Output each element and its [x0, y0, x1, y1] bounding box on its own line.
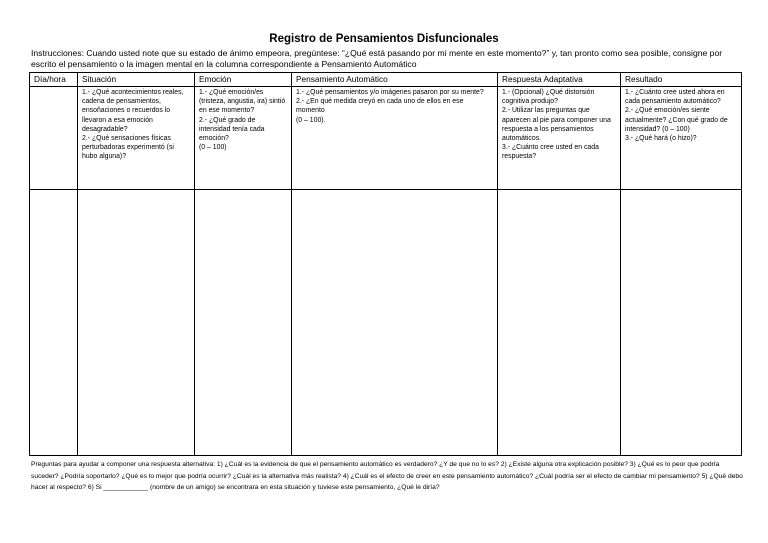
- cell-pensamiento-guide: [292, 87, 498, 190]
- question-line: 1.- (Opcional) ¿Qué distorsión cognitiva produjo?: [502, 89, 595, 106]
- question-line: 2.- ¿Qué sensaciones físicas perturbadoras experimentó (si hubo alguna)?: [82, 135, 174, 161]
- entry-respuesta-adaptativa[interactable]: [498, 190, 621, 456]
- question-line: (0 – 100): [199, 144, 227, 152]
- cell-respuesta-guide: [498, 87, 621, 190]
- question-line: 3.- ¿Qué hará (o hizo)?: [625, 135, 697, 143]
- question-line: 1.- ¿Qué pensamientos y/o imágenes pasaron por su mente?: [296, 89, 484, 96]
- question-line: 2.- ¿Qué grado de intensidad tenía cada emoción?: [199, 116, 265, 143]
- header-situacion: Situación: [78, 73, 195, 87]
- table-header-row: [30, 73, 742, 87]
- header-resultado: Resultado: [621, 73, 742, 87]
- header-dia-hora: Día/hora: [30, 73, 78, 87]
- header-respuesta-adaptativa: Respuesta Adaptativa: [498, 73, 621, 87]
- question-line: 1.- ¿Qué acontecimientos reales, cadena de pensamientos, ensoñaciones o recuerdos lo llevaron a esa emoción desagradable?: [82, 89, 184, 133]
- entry-situacion[interactable]: [78, 190, 195, 456]
- question-line: (0 – 100).: [296, 116, 326, 124]
- footer-guide-questions: Preguntas para ayudar a componer una respuesta alternativa: 1) ¿Cuál es la evidencia de que el pensamiento automático es verdadero? ¿Y de que no lo es? 2) ¿Existe alguna otra explicación posible? 3) ¿Qué es lo peor que podría suceder? ¿Podría soportarlo? ¿Qué es lo mejor que podría ocurrir? ¿Cuál es la alternativa más realista? 4) ¿Cuál es el efecto de creer en este pensamiento automático? ¿Cuál podría ser el efecto de cambiar mi pensamiento? 5) ¿Qué debo hacer al respecto? 6) Si ____________ (nombre de un amigo) se encontrara en esta situación y tuviese este pensamiento, ¿Qué le diría?: [31, 461, 743, 492]
- question-line: 1.- ¿Cuánto cree usted ahora en cada pensamiento automático?: [625, 89, 725, 106]
- entry-emocion[interactable]: [195, 190, 292, 456]
- entry-resultado[interactable]: [621, 190, 742, 456]
- entry-row: [30, 190, 742, 456]
- cell-situacion-guide: [78, 87, 195, 190]
- entry-pensamiento-automatico[interactable]: [292, 190, 498, 456]
- cell-resultado-guide: [621, 87, 742, 190]
- page-title: Registro de Pensamientos Disfuncionales: [269, 33, 499, 45]
- question-line: 3.- ¿Cuánto cree usted en cada respuesta?: [502, 144, 599, 161]
- instructions-text: Instrucciones: Cuando usted note que su estado de ánimo empeora, pregúntese: “¿Qué está pasando por mi mente en este momento?” y, tan pronto como sea posible, consigne por escrito el pensamiento o la imagen mental en la columna correspondiente a Pensamiento Automático: [31, 48, 723, 69]
- guide-questions-row: [30, 87, 742, 190]
- question-line: 1.- ¿Qué emoción/es (tristeza, angustia, ira) sintió en ese momento?: [199, 89, 286, 115]
- header-emocion: Emoción: [195, 73, 292, 87]
- cell-dia-hora-guide: [30, 87, 78, 190]
- cell-emocion-guide: [195, 87, 292, 190]
- header-pensamiento-automatico: Pensamiento Automático: [292, 73, 498, 87]
- question-line: 2.- ¿En qué medida creyó en cada uno de ellos en ese momento: [296, 98, 464, 115]
- question-line: 2.- Utilizar las preguntas que aparecen al pie para componer una respuesta a los pensamientos automáticos.: [502, 107, 611, 143]
- question-line: 2.- ¿Qué emoción/es siente actualmente? ¿Con qué grado de intensidad? (0 – 100): [625, 107, 728, 133]
- thought-record-table: [29, 72, 742, 456]
- entry-dia-hora[interactable]: [30, 190, 78, 456]
